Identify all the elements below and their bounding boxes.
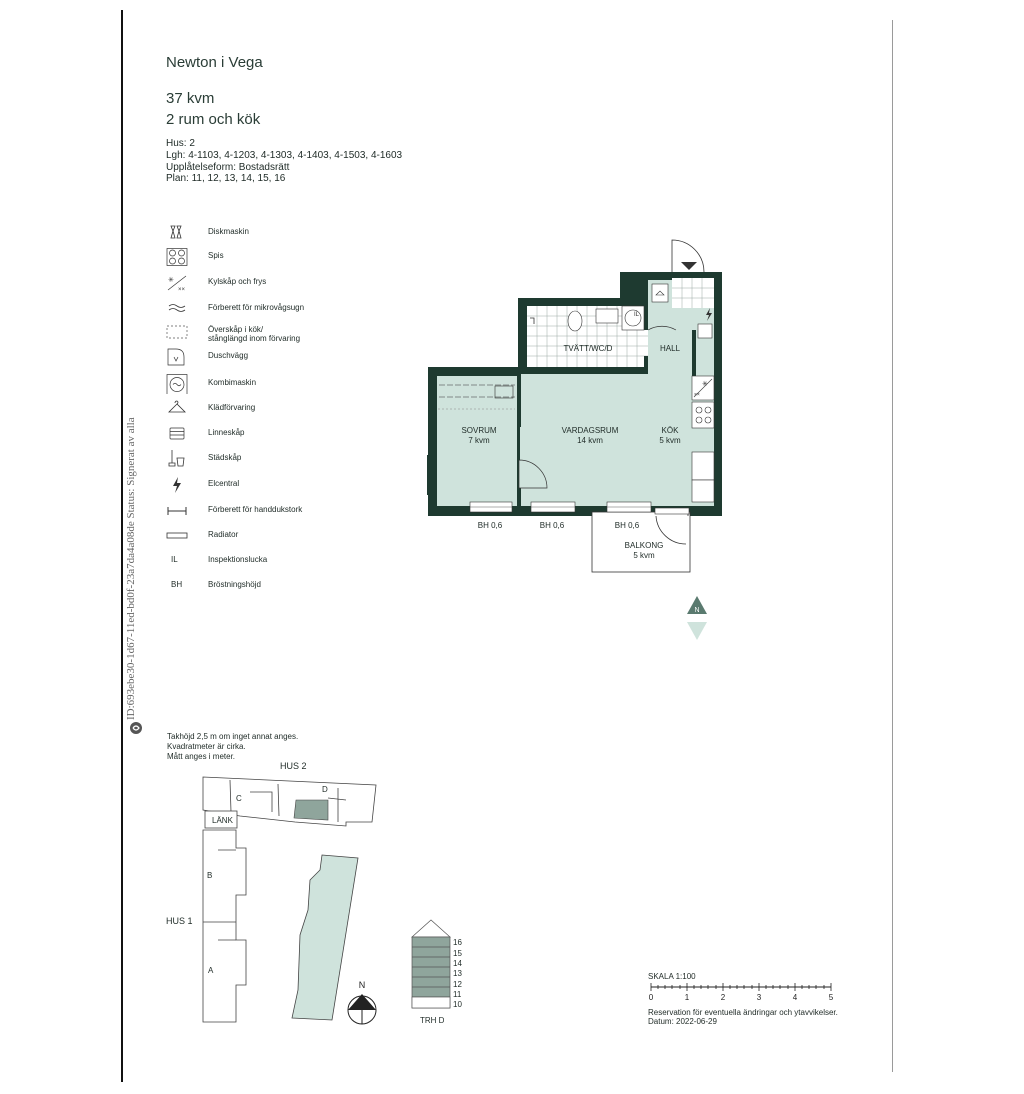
floor-label: 11 [453, 990, 462, 999]
legend-item-linen [166, 425, 366, 447]
legend-label: Kylskåp och frys [208, 277, 267, 286]
room-area-living: 14 kvm [577, 436, 603, 445]
floor-plan [420, 230, 740, 650]
apartment-location-marker [294, 800, 328, 820]
sill-height-label: BH 0,6 [614, 521, 640, 530]
scale-label: SKALA 1:100 [648, 972, 696, 981]
site-plan [160, 755, 480, 1045]
fridge-freezer-icon [166, 274, 188, 292]
hus2-label: HUS 2 [280, 761, 307, 771]
scale-bar [645, 982, 840, 1004]
scale-tick: 1 [684, 993, 690, 1002]
dishwasher-icon [166, 224, 188, 242]
svg-text:××: ×× [694, 392, 700, 398]
washer-dryer-icon [166, 372, 188, 394]
compass-icon [687, 596, 707, 640]
room-label-kitchen: KÖK [661, 426, 679, 435]
floor-label: 14 [453, 959, 462, 968]
floor-label: 15 [453, 949, 462, 958]
room-label-hall: HALL [659, 344, 681, 353]
radiator-icon [166, 527, 188, 545]
microwave-icon [166, 300, 188, 318]
shower-wall-icon [166, 348, 188, 366]
upper-cabinet-icon [166, 322, 188, 340]
legend-label: Duschvägg [208, 351, 249, 360]
towel-dryer-icon [166, 502, 188, 520]
scale-tick: 2 [720, 993, 726, 1002]
scale-tick: 3 [756, 993, 762, 1002]
floor-label: 12 [453, 980, 462, 989]
inspection-hatch-abbrev: IL [171, 555, 178, 564]
wing-label-a: A [208, 966, 214, 975]
site-compass-north-label: N [358, 980, 366, 990]
hanger-icon [166, 400, 188, 418]
legend-label: Elcentral [208, 479, 240, 488]
legend-item-fridge [166, 274, 366, 296]
document-id-text: ID:693ebe30-1d67-11ed-bd0f-23a7da4a08de Status: Signerat av alla [125, 417, 137, 720]
legend-label-line1: Överskåp i kök/ [208, 325, 264, 334]
legend-label: Diskmaskin [208, 227, 249, 236]
legend-item-towel-dryer [166, 502, 366, 524]
neighbor-block [292, 855, 358, 1020]
link-label: LÄNK [212, 816, 233, 825]
legend-label: Linneskåp [208, 428, 245, 437]
legend-item-washer [166, 372, 366, 394]
wing-label-c: C [236, 794, 242, 803]
sill-height-abbrev: BH [171, 580, 183, 589]
stove [692, 402, 714, 428]
legend-item-upper-cabinet [166, 322, 366, 344]
scale-tick: 5 [828, 993, 834, 1002]
room-label-bedroom: SOVRUM [461, 426, 497, 435]
legend-label: Städskåp [208, 453, 242, 462]
hus1-outline [203, 830, 246, 1022]
floor-label: 16 [453, 938, 462, 947]
floor-label: 10 [453, 1000, 462, 1009]
hall-floor [648, 304, 692, 376]
wing-label-b: B [207, 871, 213, 880]
legend-item-cleaning [166, 450, 366, 472]
toilet [568, 311, 582, 331]
svg-text:××: ×× [178, 287, 186, 292]
apartment-rooms: 2 rum och kök [166, 111, 261, 128]
wing-label-d: D [322, 785, 328, 794]
balcony-door [655, 508, 689, 514]
note-measurements: Mått anges i meter. [167, 752, 236, 761]
legend-item-hanger [166, 400, 366, 422]
document-id-status [125, 417, 137, 720]
legend-label-line2: stånglängd inom förvaring [208, 334, 301, 343]
legend-item-sill-height [166, 577, 366, 599]
legend-item-shower-wall [166, 348, 366, 370]
room-label-living: VARDAGSRUM [561, 426, 619, 435]
compass-north-label: N [694, 607, 700, 614]
washbasin [596, 309, 618, 323]
room-label-balcony: BALKONG [624, 541, 664, 550]
scale-tick: 4 [792, 993, 798, 1002]
lightning-icon [166, 476, 188, 494]
legend-label: Bröstningshöjd [208, 580, 261, 589]
legend-item-radiator [166, 527, 366, 549]
room-area-bedroom: 7 kvm [468, 436, 490, 445]
stair-label: TRH D [420, 1016, 445, 1025]
legend-item-electrical [166, 476, 366, 498]
svg-text:✳: ✳ [702, 381, 708, 388]
legend-item-inspection [166, 552, 366, 574]
legend-label [208, 325, 300, 343]
legend-label: Radiator [208, 530, 239, 539]
legend-label: Förberett för mikrovågsugn [208, 303, 305, 312]
note-area-approx: Kvadratmeter är cirka. [167, 742, 246, 751]
legend-label: Förberett för handdukstork [208, 505, 303, 514]
detail-building: Hus: 2 [166, 138, 195, 149]
date-label: Datum: 2022-06-29 [648, 1017, 717, 1026]
inspection-hatch-label: IL [634, 312, 640, 318]
sill-height-label: BH 0,6 [539, 521, 565, 530]
detail-apartments: Lgh: 4-1103, 4-1203, 4-1303, 4-1403, 4-1503, 4-1603 [166, 150, 403, 161]
stove-icon [166, 248, 188, 266]
legend-item-microwave [166, 300, 366, 322]
cleaning-cabinet-icon [166, 450, 188, 468]
project-title: Newton i Vega [166, 54, 263, 71]
dishwasher [692, 480, 714, 502]
reservation-note: Reservation för eventuella ändringar och ytavvikelser. [648, 1008, 838, 1017]
room-area-kitchen: 5 kvm [659, 436, 681, 445]
legend-label: Inspektionslucka [208, 555, 268, 564]
sill-height-label: BH 0,6 [477, 521, 503, 530]
room-label-laundry: TVÄTT/WC/D [563, 344, 613, 353]
legend-label: Kombimaskin [208, 378, 257, 387]
detail-tenure: Upplåtelseform: Bostadsrätt [166, 162, 290, 173]
linen-cabinet-icon [166, 425, 188, 443]
sink [692, 452, 714, 480]
signature-logo-icon [129, 721, 143, 735]
room-area-balcony: 5 kvm [633, 551, 655, 560]
note-ceiling-height: Takhöjd 2,5 m om inget annat anges. [167, 732, 299, 741]
hus1-label: HUS 1 [166, 916, 193, 926]
detail-floors: Plan: 11, 12, 13, 14, 15, 16 [166, 173, 286, 184]
apartment-area: 37 kvm [166, 90, 215, 107]
legend-label: Spis [208, 251, 224, 260]
svg-text:✳: ✳ [168, 277, 174, 284]
legend-item-stove [166, 248, 366, 270]
legend-item-dishwasher [166, 224, 366, 246]
linen-cabinet [698, 324, 712, 338]
right-border-rule [892, 20, 893, 1072]
scale-tick: 0 [648, 993, 654, 1002]
site-compass-icon [348, 980, 376, 1024]
left-border-rule [121, 10, 123, 1082]
stair-floor-diagram [412, 920, 450, 1008]
floor-label: 13 [453, 969, 462, 978]
legend-label: Klädförvaring [208, 403, 256, 412]
